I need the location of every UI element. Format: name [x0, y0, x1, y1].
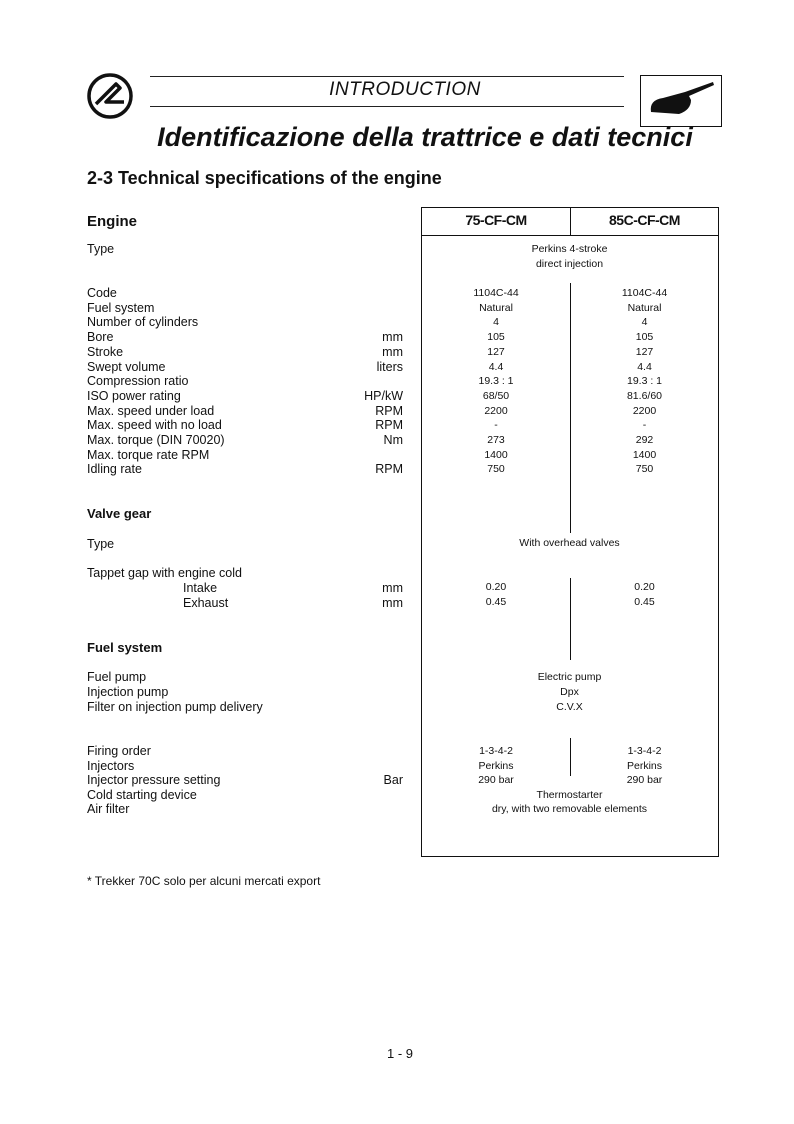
valve-type-value: With overhead valves — [519, 537, 620, 549]
engine-row-label: Swept volume — [87, 359, 166, 374]
engine-row-value-85: 19.3 : 1 — [626, 375, 663, 388]
misc-row-label: Injector pressure setting — [87, 773, 221, 788]
misc-row-unit: Bar — [383, 773, 403, 788]
engine-row-label: Compression ratio — [87, 374, 189, 389]
valve-type-label: Type — [87, 537, 115, 551]
engine-row-label: Max. speed under load — [87, 403, 215, 418]
engine-row-unit: mm — [382, 344, 403, 359]
engine-row-unit: mm — [382, 330, 403, 345]
tappet-intake-value-75: 0.20 — [485, 581, 507, 593]
engine-row-unit: Nm — [383, 433, 403, 447]
engine-row-unit: liters — [376, 359, 403, 374]
engine-row-value-75: Natural — [479, 301, 513, 314]
engine-row-unit: RPM — [375, 418, 403, 433]
engine-row-value-75: 4 — [493, 316, 499, 329]
filter-value: C.V.X — [556, 701, 583, 713]
engine-row-label: Max. torque (DIN 70020) — [87, 433, 225, 447]
engine-row-unit: RPM — [375, 462, 403, 477]
footnote: * Trekker 70C solo per alcuni mercati export — [87, 874, 321, 888]
section-heading-fuel-system: Fuel system — [87, 640, 163, 655]
engine-row-value-75: 105 — [487, 331, 505, 344]
engine-row-value-75: 1104C-44 — [473, 287, 519, 299]
fuel-pump-label: Fuel pump — [87, 670, 147, 684]
misc-row-value-75: 290 bar — [478, 774, 514, 787]
pointing-hand-icon — [641, 76, 721, 126]
column-header-85: 85C-CF-CM — [609, 212, 680, 228]
engine-row-label: Fuel system — [87, 300, 155, 315]
engine-row-label: Idling rate — [87, 462, 142, 477]
tappet-exhaust-value-85: 0.45 — [634, 596, 655, 608]
engine-row-value-85: 292 — [635, 434, 654, 446]
tappet-exhaust-unit: mm — [382, 596, 403, 610]
engine-row-value-75: 1400 — [484, 448, 508, 461]
engine-row-value-85: 2200 — [632, 404, 657, 417]
misc-row-value-85: Perkins — [626, 759, 662, 772]
engine-row-label: ISO power rating — [87, 388, 181, 403]
engine-row-value-75: 2200 — [484, 404, 508, 417]
misc-row-value-75: 1-3-4-2 — [479, 745, 513, 757]
misc-row-value-75: Perkins — [478, 759, 514, 772]
tappet-intake-value-85: 0.20 — [634, 581, 655, 593]
engine-row-value-75: - — [494, 419, 498, 432]
engine-row-value-75: 68/50 — [482, 389, 510, 402]
engine-row-value-75: 19.3 : 1 — [478, 375, 514, 388]
injection-pump-label: Injection pump — [87, 685, 169, 699]
air-filter-value: dry, with two removable elements — [491, 803, 648, 815]
engine-row-value-75: 273 — [487, 434, 505, 446]
engine-row-label: Code — [87, 286, 117, 300]
injection-pump-value: Dpx — [560, 686, 579, 698]
column-header-75: 75-CF-CM — [465, 212, 527, 228]
engine-row-value-85: 4.4 — [637, 360, 652, 373]
misc-row-value-85: 290 bar — [626, 774, 663, 787]
engine-row-unit: RPM — [375, 403, 403, 418]
header-section-title: INTRODUCTION — [329, 79, 481, 100]
engine-type-label: Type — [87, 242, 115, 256]
filter-label: Filter on injection pump delivery — [87, 700, 263, 714]
misc-row-value-85: 1-3-4-2 — [627, 745, 662, 757]
engine-row-value-85: 1400 — [632, 448, 657, 461]
cold-start-value: Thermostarter — [536, 789, 603, 801]
page-number: 1 - 9 — [386, 1046, 413, 1061]
misc-row-label: Injectors — [87, 758, 135, 773]
pointing-hand-box — [640, 75, 722, 127]
tappet-exhaust-value-75: 0.45 — [485, 596, 507, 608]
engine-row-value-85: 750 — [635, 463, 654, 476]
cold-start-label: Cold starting device — [87, 788, 197, 802]
tappet-intake-label: Intake — [183, 581, 218, 595]
tappet-exhaust-label: Exhaust — [183, 596, 229, 610]
engine-row-label: Max. speed with no load — [87, 418, 222, 433]
engine-row-value-85: 81.6/60 — [626, 389, 663, 402]
page-title: Identificazione della trattrice e dati tecnici — [157, 122, 693, 152]
engine-row-value-75: 127 — [487, 345, 505, 358]
engine-row-label: Stroke — [87, 344, 124, 359]
engine-row-value-85: 1104C-44 — [621, 287, 668, 299]
engine-row-label: Number of cylinders — [87, 315, 199, 330]
engine-row-value-85: 4 — [641, 316, 648, 329]
section-subtitle: 2-3 Technical specifications of the engine — [87, 168, 442, 188]
tappet-gap-label: Tappet gap with engine cold — [87, 566, 242, 580]
engine-type-value-2: direct injection — [535, 258, 604, 270]
engine-row-value-75: 4.4 — [488, 360, 504, 373]
engine-row-label: Max. torque rate RPM — [87, 447, 210, 462]
engine-row-value-85: Natural — [627, 301, 662, 314]
tappet-intake-unit: mm — [382, 581, 403, 595]
engine-type-value-1: Perkins 4-stroke — [531, 243, 608, 255]
engine-row-value-85: 105 — [635, 331, 654, 344]
engine-row-value-75: 750 — [487, 463, 505, 476]
company-logo-icon — [86, 72, 134, 120]
engine-row-value-85: - — [642, 419, 647, 432]
engine-row-unit: HP/kW — [364, 388, 403, 403]
header-rule-bottom — [150, 106, 624, 107]
air-filter-label: Air filter — [87, 802, 130, 816]
fuel-pump-value: Electric pump — [537, 671, 602, 683]
engine-row-value-85: 127 — [635, 345, 654, 358]
section-heading-engine: Engine — [87, 213, 138, 230]
engine-row-label: Bore — [87, 330, 114, 345]
header-rule-top — [150, 76, 624, 77]
misc-row-label: Firing order — [87, 744, 151, 758]
section-heading-valve-gear: Valve gear — [87, 506, 152, 521]
